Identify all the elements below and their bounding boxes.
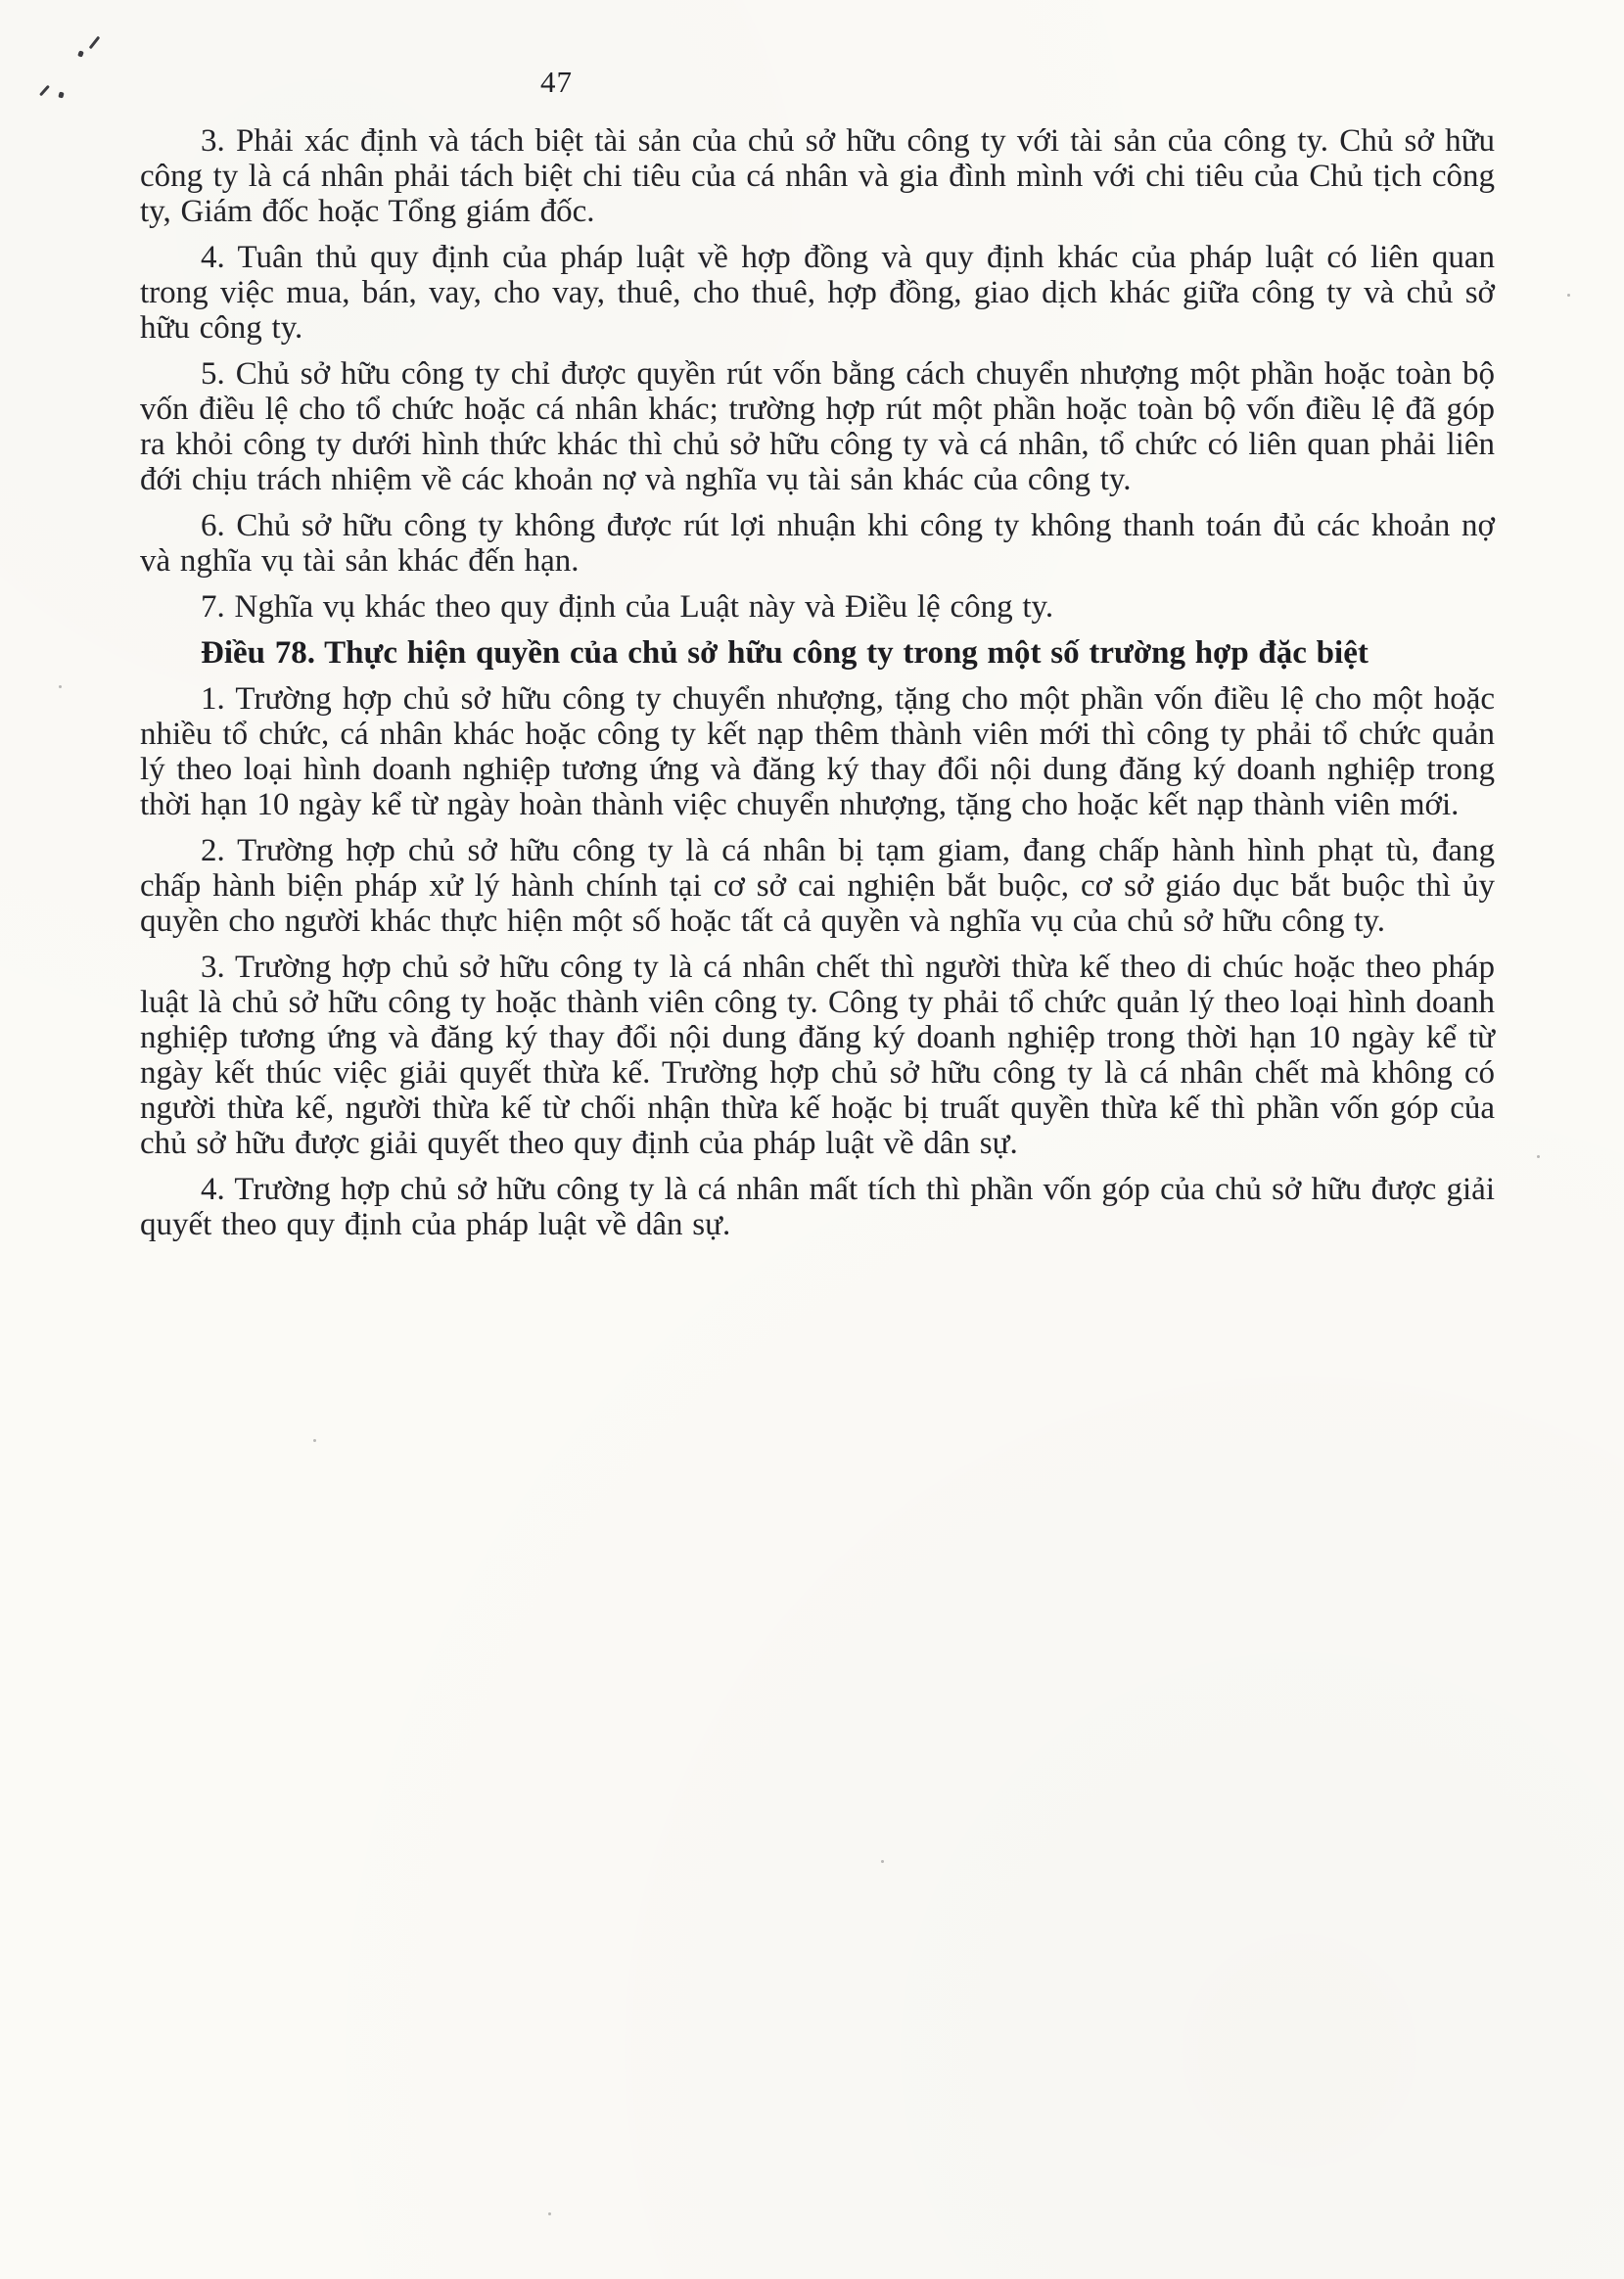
scan-speck — [313, 1439, 316, 1442]
paragraph: 7. Nghĩa vụ khác theo quy định của Luật này và Điều lệ công ty. — [201, 589, 1054, 625]
paragraph: 6. Chủ sở hữu công ty không được rút lợi nhuận khi công ty không thanh toán đủ các khoản nợ và nghĩa vụ tài sản khác đến hạn. — [140, 508, 1495, 579]
paragraph: 5. Chủ sở hữu công ty chỉ được quyền rút vốn bằng cách chuyển nhượng một phần hoặc toàn bộ vốn điều lệ cho tổ chức hoặc cá nhân khác; trường hợp rút một phần hoặc toàn bộ vốn điều lệ đã góp ra khỏi công ty dưới hình thức khác thì chủ sở hữu công ty và cá nhân, tổ chức có liên quan phải liên đới chịu trách nhiệm về các khoản nợ và nghĩa vụ tài sản khác của công ty. — [140, 356, 1495, 497]
scan-artifact-mark — [89, 36, 101, 50]
scan-speck — [548, 2212, 551, 2215]
paragraph: 4. Tuân thủ quy định của pháp luật về hợp đồng và quy định khác của pháp luật có liên quan trong việc mua, bán, vay, cho vay, thuê, cho thuê, hợp đồng, giao dịch khác giữa công ty và chủ sở hữu công ty. — [140, 240, 1495, 346]
paragraph: 3. Trường hợp chủ sở hữu công ty là cá nhân chết thì người thừa kế theo di chúc hoặc theo pháp luật là chủ sở hữu công ty hoặc thành viên công ty. Công ty phải tổ chức quản lý theo loại hình doanh nghiệp tương ứng và đăng ký thay đổi nội dung đăng ký doanh nghiệp trong thời hạn 10 ngày kể từ ngày kết thúc việc giải quyết thừa kế. Trường hợp chủ sở hữu công ty là cá nhân chết mà không có người thừa kế, người thừa kế từ chối nhận thừa kế hoặc bị truất quyền thừa kế thì phần vốn góp của chủ sở hữu được giải quyết theo quy định của pháp luật về dân sự. — [140, 950, 1495, 1161]
paragraph: 4. Trường hợp chủ sở hữu công ty là cá nhân mất tích thì phần vốn góp của chủ sở hữu được giải quyết theo quy định của pháp luật về dân sự. — [140, 1172, 1495, 1242]
scan-artifact-mark — [39, 85, 50, 97]
document-body — [140, 123, 1495, 1253]
scan-speck — [59, 685, 62, 688]
paragraph: 2. Trường hợp chủ sở hữu công ty là cá nhân bị tạm giam, đang chấp hành hình phạt tù, đang chấp hành biện pháp xử lý hành chính tại cơ sở cai nghiện bắt buộc, cơ sở giáo dục bắt buộc thì ủy quyền cho người khác thực hiện một số hoặc tất cả quyền và nghĩa vụ của chủ sở hữu công ty. — [140, 833, 1495, 939]
page-number: 47 — [540, 65, 573, 99]
paragraph: 1. Trường hợp chủ sở hữu công ty chuyển nhượng, tặng cho một phần vốn điều lệ cho một hoặc nhiều tổ chức, cá nhân khác hoặc công ty kết nạp thêm thành viên mới thì công ty phải tổ chức quản lý theo loại hình doanh nghiệp tương ứng và đăng ký thay đổi nội dung đăng ký doanh nghiệp trong thời hạn 10 ngày kể từ ngày hoàn thành việc chuyển nhượng, tặng cho hoặc kết nạp thành viên mới. — [140, 681, 1495, 822]
paragraph: 3. Phải xác định và tách biệt tài sản của chủ sở hữu công ty với tài sản của công ty. Chủ sở hữu công ty là cá nhân phải tách biệt chi tiêu của cá nhân và gia đình mình với chi tiêu của Chủ tịch công ty, Giám đốc hoặc Tổng giám đốc. — [140, 123, 1495, 229]
scan-speck — [1537, 1155, 1540, 1158]
scan-artifact-mark — [77, 50, 84, 57]
scan-artifact-mark — [58, 91, 64, 98]
article-heading: Điều 78. Thực hiện quyền của chủ sở hữu công ty trong một số trường hợp đặc biệt — [201, 635, 1369, 671]
scan-speck — [881, 1860, 884, 1863]
scan-speck — [1567, 294, 1570, 297]
